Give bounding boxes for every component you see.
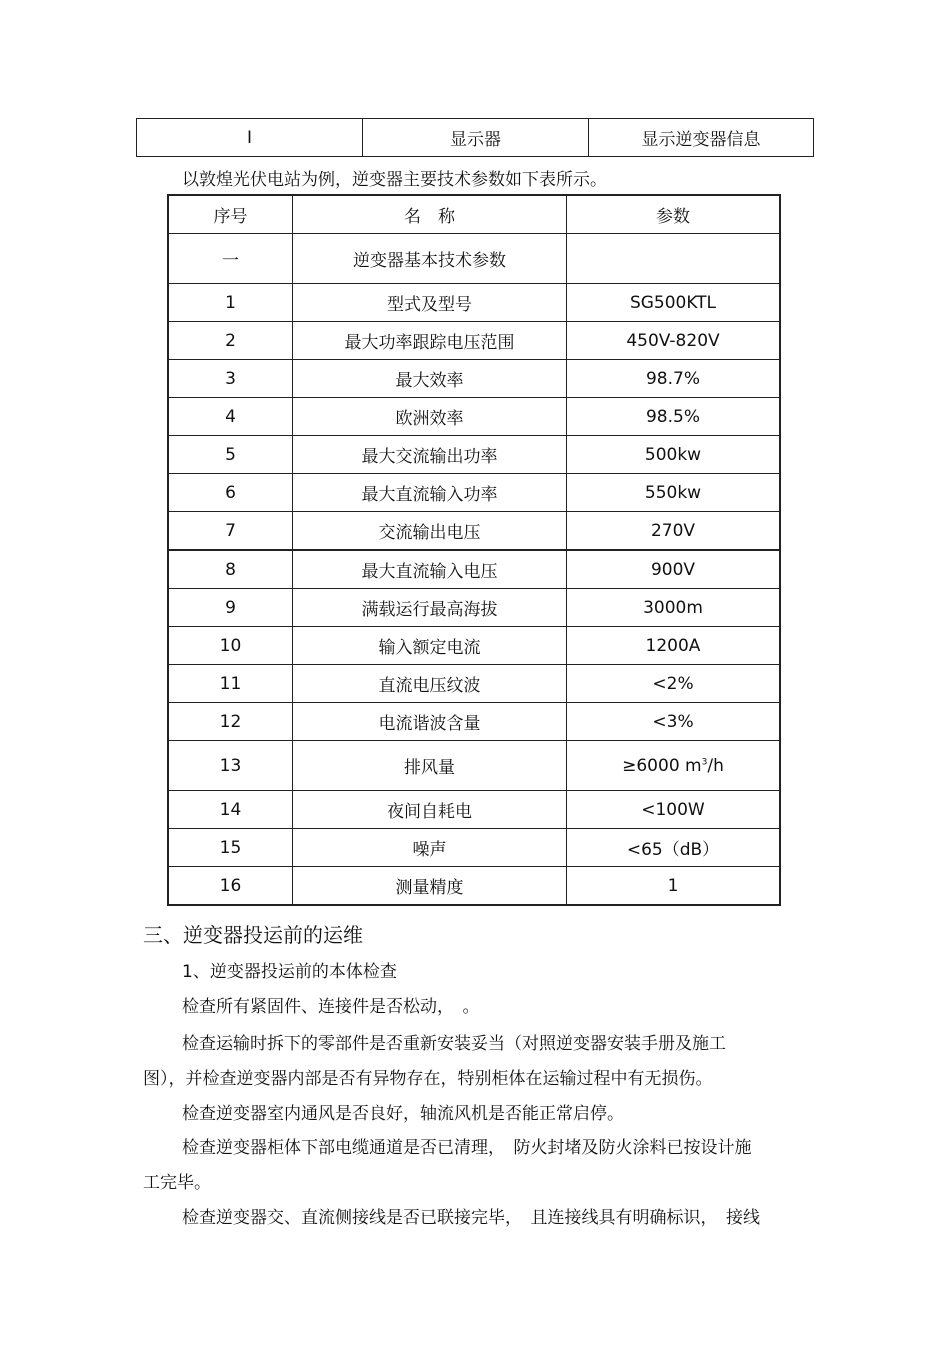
table-row: [137, 119, 814, 157]
row-name: 最大效率: [293, 360, 567, 398]
row-name: 型式及型号: [293, 284, 567, 322]
row-index: 4: [168, 398, 293, 436]
paragraph: 检查运输时拆下的零部件是否重新安装妥当（对照逆变器安装手册及施工: [182, 1034, 726, 1054]
table-row: [168, 589, 780, 627]
row-name: 交流输出电压: [293, 512, 567, 551]
row-name: 排风量: [293, 741, 567, 791]
row-name: 测量精度: [293, 867, 567, 906]
row-value: 550kw: [567, 474, 781, 512]
row-name: 最大功率跟踪电压范围: [293, 322, 567, 360]
row-value: 500kw: [567, 436, 781, 474]
paragraph: 检查逆变器交、直流侧接线是否已联接完毕， 且连接线具有明确标识， 接线: [182, 1208, 760, 1228]
row-value: <3%: [567, 703, 781, 741]
row-value: <100W: [567, 791, 781, 829]
table-row: [168, 791, 780, 829]
row-name: 噪声: [293, 829, 567, 867]
table-row: [168, 322, 780, 360]
row-value: 98.7%: [567, 360, 781, 398]
row-name: 逆变器基本技术参数: [293, 234, 567, 284]
row-value: [567, 741, 781, 791]
row-name: 最大直流输入功率: [293, 474, 567, 512]
table-row: [168, 360, 780, 398]
intro-text: 以敦煌光伏电站为例，逆变器主要技术参数如下表所示。: [182, 170, 607, 190]
row-index: 9: [168, 589, 293, 627]
paragraph: 检查所有紧固件、连接件是否松动， 。: [182, 997, 480, 1017]
sub-heading: 1、逆变器投运前的本体检查: [182, 962, 397, 982]
row-index: 6: [168, 474, 293, 512]
row-index: 3: [168, 360, 293, 398]
row-value: 98.5%: [567, 398, 781, 436]
table-row: [168, 512, 780, 551]
table-row: [168, 550, 780, 589]
row-index: 5: [168, 436, 293, 474]
table-cell: I: [137, 119, 363, 157]
table-row: [168, 627, 780, 665]
row-value: 450V-820V: [567, 322, 781, 360]
table-row: [168, 474, 780, 512]
paragraph: 检查逆变器室内通风是否良好，轴流风机是否能正常启停。: [182, 1104, 624, 1124]
row-value: 1200A: [567, 627, 781, 665]
table-row: [168, 867, 780, 906]
header-name: 名 称: [293, 195, 567, 234]
row-value: [567, 234, 781, 284]
table-row: [168, 436, 780, 474]
row-index: 16: [168, 867, 293, 906]
row-index: 2: [168, 322, 293, 360]
display-table: [136, 118, 814, 157]
table-row: [168, 398, 780, 436]
value-superscript: 3: [701, 756, 708, 767]
table-cell: 显示器: [363, 119, 589, 157]
paragraph: 工完毕。: [143, 1173, 211, 1193]
parameter-table: [167, 194, 781, 906]
table-row: [168, 284, 780, 322]
row-name: 直流电压纹波: [293, 665, 567, 703]
row-name: 最大交流输出功率: [293, 436, 567, 474]
row-index: 13: [168, 741, 293, 791]
table-row: [168, 741, 780, 791]
row-value: 1: [567, 867, 781, 906]
paragraph: 图），并检查逆变器内部是否有异物存在，特别柜体在运输过程中有无损伤。: [143, 1069, 713, 1089]
value-main: ≥6000 m: [622, 755, 702, 776]
row-value: 900V: [567, 550, 781, 589]
row-name: 电流谐波含量: [293, 703, 567, 741]
row-index: 10: [168, 627, 293, 665]
table-row: [168, 829, 780, 867]
table-cell: 显示逆变器信息: [589, 119, 814, 157]
row-name: 输入额定电流: [293, 627, 567, 665]
row-name: 满载运行最高海拔: [293, 589, 567, 627]
table-row: [168, 703, 780, 741]
paragraph: 检查逆变器柜体下部电缆通道是否已清理， 防火封堵及防火涂料已按设计施: [182, 1138, 752, 1158]
row-index: 一: [168, 234, 293, 284]
section-row: [168, 234, 780, 284]
table-row: [168, 665, 780, 703]
row-index: 1: [168, 284, 293, 322]
row-index: 15: [168, 829, 293, 867]
row-name: 欧洲效率: [293, 398, 567, 436]
row-index: 8: [168, 550, 293, 589]
row-value: <2%: [567, 665, 781, 703]
row-value: <65（dB）: [567, 829, 781, 867]
table-header-row: [168, 195, 780, 234]
value-tail: /h: [707, 755, 724, 776]
header-index: 序号: [168, 195, 293, 234]
row-index: 14: [168, 791, 293, 829]
row-index: 12: [168, 703, 293, 741]
row-name: 最大直流输入电压: [293, 550, 567, 589]
section-heading: 三、逆变器投运前的运维: [143, 923, 363, 947]
row-index: 11: [168, 665, 293, 703]
row-value: SG500KTL: [567, 284, 781, 322]
row-value: 270V: [567, 512, 781, 551]
row-name: 夜间自耗电: [293, 791, 567, 829]
row-index: 7: [168, 512, 293, 551]
header-value: 参数: [567, 195, 781, 234]
row-value: 3000m: [567, 589, 781, 627]
